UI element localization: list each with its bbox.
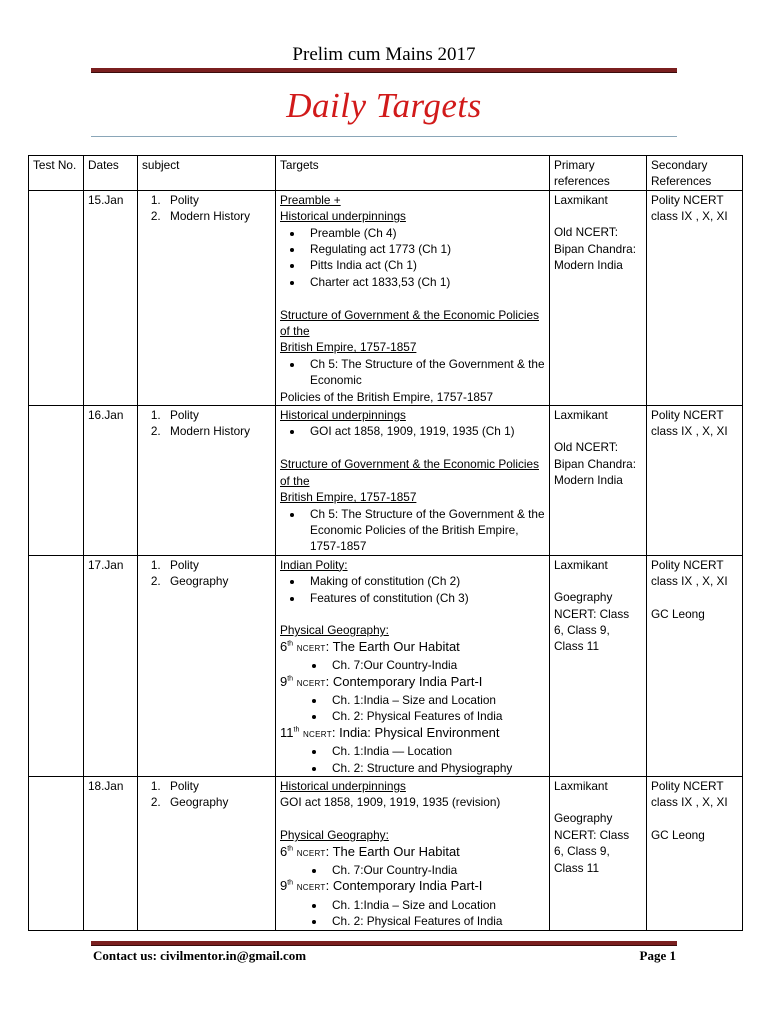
target-heading: British Empire, 1757-1857 xyxy=(280,490,417,505)
target-text: Policies of the British Empire, 1757-1857 xyxy=(280,389,494,404)
subject-cell xyxy=(138,555,276,776)
table-row xyxy=(29,555,743,776)
target-text: GOI act 1858, 1909, 1919, 1935 (revision) xyxy=(280,795,501,810)
subject-item: 2. Geography xyxy=(164,573,271,589)
primary-references-cell xyxy=(550,555,647,776)
reference-text: Geography NCERT: Class 6, Class 9, Class 11 xyxy=(554,811,630,875)
reference-text: Laxmikant xyxy=(554,192,608,207)
table-row xyxy=(29,406,743,556)
subject-cell xyxy=(138,406,276,556)
test-no-cell xyxy=(29,190,84,405)
target-item: • Ch. 2: Physical Features of India xyxy=(326,913,545,929)
target-heading: Indian Polity: xyxy=(280,557,348,572)
reference-text: Old NCERT: Bipan Chandra: Modern India xyxy=(554,440,636,488)
target-item: • GOI act 1858, 1909, 1919, 1935 (Ch 1) xyxy=(304,423,545,439)
table-row xyxy=(29,190,743,405)
reference-text: Polity NCERT class IX , X, XI xyxy=(651,778,728,810)
target-heading: Historical underpinnings xyxy=(280,778,406,793)
target-heading: Historical underpinnings xyxy=(280,209,406,224)
target-heading: Physical Geography: xyxy=(280,623,389,638)
secondary-references-cell xyxy=(647,776,743,930)
target-item: • Ch. 1:India – Size and Location xyxy=(326,692,545,708)
subject-item: 1. Polity xyxy=(164,192,271,208)
ncert-book-line: 6th NCERT: The Earth Our Habitat xyxy=(280,843,460,859)
reference-text: Polity NCERT class IX , X, XI xyxy=(651,557,728,589)
reference-text: GC Leong xyxy=(651,606,705,621)
secondary-references-cell xyxy=(647,555,743,776)
header-subject: subject xyxy=(138,156,276,191)
header-dates: Dates xyxy=(84,156,138,191)
target-item: • Ch. 7:Our Country-India xyxy=(326,862,545,878)
header-targets: Targets xyxy=(276,156,550,191)
header-secondary-references: Secondary References xyxy=(647,156,743,191)
test-no-cell xyxy=(29,776,84,930)
target-heading: Historical underpinnings xyxy=(280,408,406,423)
primary-references-cell xyxy=(550,190,647,405)
targets-cell xyxy=(276,555,550,776)
date-cell: 18.Jan xyxy=(84,776,138,930)
targets-cell xyxy=(276,406,550,556)
date-cell: 15.Jan xyxy=(84,190,138,405)
subject-cell xyxy=(138,776,276,930)
target-item: • Making of constitution (Ch 2) xyxy=(304,573,545,589)
header-primary-references: Primary references xyxy=(550,156,647,191)
target-item: • Ch. 2: Structure and Physiography xyxy=(326,760,545,776)
date-cell: 16.Jan xyxy=(84,406,138,556)
target-item: • Ch. 1:India — Location xyxy=(326,743,545,759)
reference-text: Laxmikant xyxy=(554,408,608,423)
ncert-book-line: 9th NCERT: Contemporary India Part-I xyxy=(280,878,483,894)
targets-cell xyxy=(276,776,550,930)
page-number: Page 1 xyxy=(639,948,676,963)
reference-text: Old NCERT: Bipan Chandra: Modern India xyxy=(554,225,636,273)
reference-text: Polity NCERT class IX , X, XI xyxy=(651,192,728,224)
table-header-row xyxy=(29,156,743,191)
targets-cell xyxy=(276,190,550,405)
target-item: • Ch. 2: Physical Features of India xyxy=(326,708,545,724)
ncert-book-line: 6th NCERT: The Earth Our Habitat xyxy=(280,638,460,654)
target-item: • Charter act 1833,53 (Ch 1) xyxy=(304,274,545,290)
subject-item: 1. Polity xyxy=(164,778,271,794)
table-row xyxy=(29,776,743,930)
target-heading: Preamble + xyxy=(280,192,341,207)
subject-item: 2. Geography xyxy=(164,794,271,810)
subject-item: 2. Modern History xyxy=(164,208,271,224)
target-heading: Structure of Government & the Economic Policies of the xyxy=(280,307,539,339)
test-no-cell xyxy=(29,555,84,776)
secondary-references-cell xyxy=(647,406,743,556)
primary-references-cell xyxy=(550,406,647,556)
footer-contact: Contact us: civilmentor.in@gmail.com xyxy=(93,948,307,963)
title-divider xyxy=(91,136,677,137)
header-title: Prelim cum Mains 2017 xyxy=(292,44,476,65)
header-divider xyxy=(91,68,677,73)
primary-references-cell xyxy=(550,776,647,930)
target-item: • Pitts India act (Ch 1) xyxy=(304,257,545,273)
target-item: • Ch 5: The Structure of the Government & the Economic xyxy=(304,356,545,389)
footer-divider xyxy=(91,941,677,946)
target-item: • Ch. 1:India – Size and Location xyxy=(326,897,545,913)
subject-item: 1. Polity xyxy=(164,407,271,423)
subject-item: 2. Modern History xyxy=(164,423,271,439)
target-item: • Ch 5: The Structure of the Government & the Economic Policies of the British Empire, 1757-1857 xyxy=(304,506,545,555)
ncert-book-line: 11th NCERT: India: Physical Environment xyxy=(280,724,500,740)
target-heading: British Empire, 1757-1857 xyxy=(280,340,417,355)
header-test-no: Test No. xyxy=(29,156,84,191)
subject-cell xyxy=(138,190,276,405)
date-cell: 17.Jan xyxy=(84,555,138,776)
target-item: • Ch. 7:Our Country-India xyxy=(326,657,545,673)
document-title: Daily Targets xyxy=(286,86,482,125)
target-item: • Preamble (Ch 4) xyxy=(304,225,545,241)
target-heading: Structure of Government & the Economic Policies of the xyxy=(280,457,539,488)
target-item: • Regulating act 1773 (Ch 1) xyxy=(304,241,545,257)
reference-text: Polity NCERT class IX , X, XI xyxy=(651,408,728,439)
ncert-book-line: 9th NCERT: Contemporary India Part-I xyxy=(280,673,483,689)
reference-text: Laxmikant xyxy=(554,557,608,572)
test-no-cell xyxy=(29,406,84,556)
reference-text: GC Leong xyxy=(651,827,705,842)
subject-item: 1. Polity xyxy=(164,557,271,573)
target-heading: Physical Geography: xyxy=(280,828,389,843)
secondary-references-cell xyxy=(647,190,743,405)
daily-targets-table xyxy=(28,155,743,931)
reference-text: Goegraphy NCERT: Class 6, Class 9, Class 11 xyxy=(554,590,630,654)
reference-text: Laxmikant xyxy=(554,778,608,793)
target-item: • Features of constitution (Ch 3) xyxy=(304,590,545,606)
